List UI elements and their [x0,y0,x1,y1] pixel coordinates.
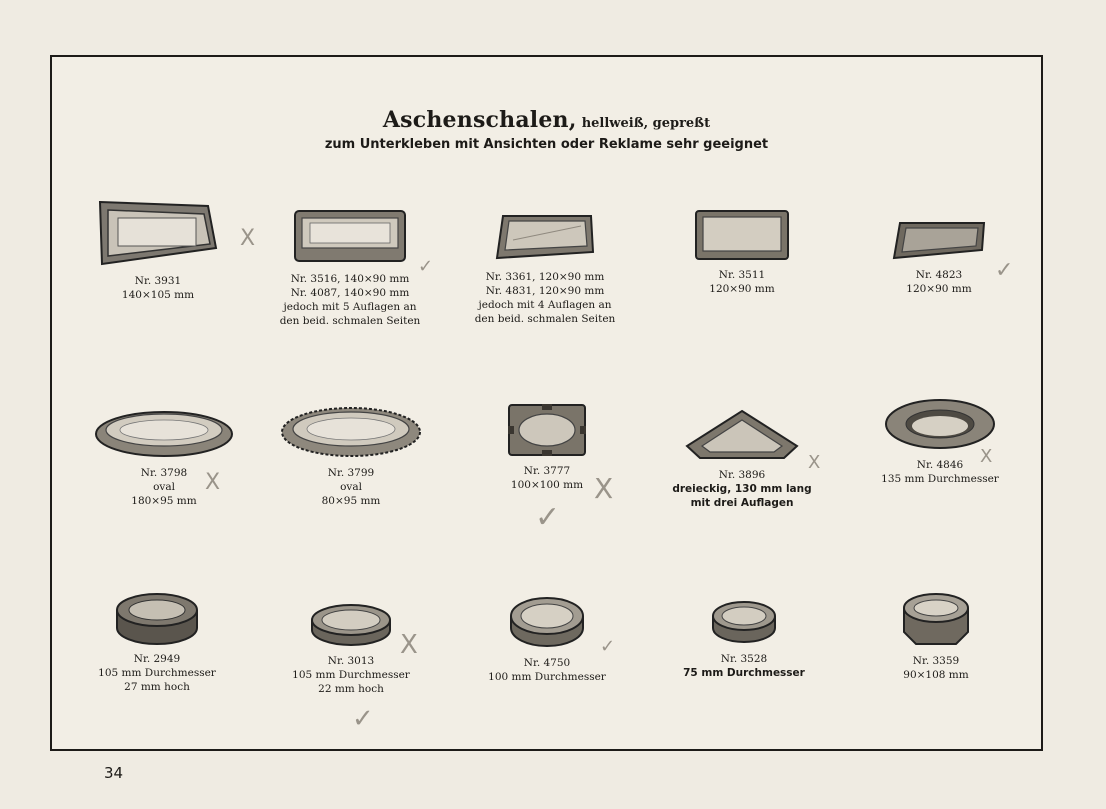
pencil-check-mark: ✓ [535,500,561,535]
square-ashtray-icon [506,402,588,458]
pencil-check-mark: ✓ [418,256,434,277]
item-number: Nr. 3528 [720,653,768,665]
item-detail: dreieckig, 130 mm lang [672,483,812,495]
pencil-cross-mark: X [240,226,256,251]
pencil-cross-mark: X [808,452,821,473]
product-item [64,404,264,508]
item-number: Nr. 3896 [718,469,766,481]
item-number: Nr. 2949 [133,653,181,665]
item-detail: Nr. 4087, 140×90 mm [290,287,410,299]
item-number: Nr. 3511 [718,269,766,281]
product-item [445,212,645,326]
item-detail: oval [153,481,175,493]
item-detail: 100 mm Durchmesser [488,671,606,683]
product-item [58,198,258,302]
item-detail: jedoch mit 5 Auflagen an [283,301,417,313]
item-detail: 100×100 mm [510,479,584,491]
item-detail: jedoch mit 4 Auflagen an [478,299,612,311]
item-number: Nr. 4846 [916,459,964,471]
page-title: Aschenschalen, [382,107,577,133]
product-item [251,402,451,508]
oval-tray-icon [279,402,423,460]
round-bowl-icon [308,600,394,648]
round-bowl-icon [113,588,201,646]
item-detail: 27 mm hoch [124,681,190,693]
round-bowl-icon [507,592,587,650]
item-number: Nr. 3798 [140,467,188,479]
item-detail: 140×105 mm [121,289,195,301]
item-detail: 120×90 mm [709,283,775,295]
item-detail: 80×95 mm [321,495,381,507]
item-detail: 105 mm Durchmesser [292,669,410,681]
round-ashtray-icon [883,396,997,452]
octagon-ashtray-icon [900,590,972,648]
item-number: Nr. 3799 [327,467,375,479]
item-detail: Nr. 4831, 120×90 mm [485,285,605,297]
item-detail: mit drei Auflagen [690,497,794,509]
product-item [57,588,257,694]
item-detail: oval [340,481,362,493]
product-item [447,592,647,684]
rect-tray-icon [292,208,408,266]
item-number: Nr. 3361, 120×90 mm [485,271,605,283]
pencil-check-mark: ✓ [352,704,374,734]
product-item [447,402,647,492]
product-item [644,596,844,680]
title-block [52,107,1041,152]
item-number: Nr. 3013 [327,655,375,667]
item-number: Nr. 3359 [912,655,960,667]
item-detail: 135 mm Durchmesser [881,473,999,485]
item-detail: 120×90 mm [906,283,972,295]
product-item [251,600,451,696]
item-detail: 75 mm Durchmesser [683,667,805,679]
item-detail: den beid. schmalen Seiten [279,315,421,327]
product-item [840,396,1040,486]
title-suffix: hellweiß, gepreßt [581,116,711,131]
page-number: 34 [104,764,124,782]
item-number: Nr. 4823 [915,269,963,281]
item-detail: 90×108 mm [903,669,969,681]
item-number: Nr. 4750 [523,657,571,669]
pencil-check-mark: ✓ [995,258,1014,283]
pencil-cross-mark: X [594,472,614,505]
item-number: Nr. 3777 [523,465,571,477]
rect-tray-icon [693,208,791,262]
triangle-ashtray-icon [684,408,800,462]
item-number: Nr. 3516, 140×90 mm [290,273,410,285]
item-detail: 22 mm hoch [318,683,384,695]
rect-tray-icon [890,220,988,262]
pencil-cross-mark: X [980,446,993,467]
product-item [836,590,1036,682]
item-number: Nr. 3931 [134,275,182,287]
rect-tray-icon [493,212,597,264]
item-detail: den beid. schmalen Seiten [474,313,616,325]
pencil-cross-mark: X [205,470,221,495]
item-detail: 105 mm Durchmesser [98,667,216,679]
page-subtitle: zum Unterkleben mit Ansichten oder Reklame sehr geeignet [324,137,769,152]
pencil-check-mark: ✓ [600,636,616,657]
round-bowl-icon [710,596,778,646]
product-item [642,208,842,296]
item-detail: 180×95 mm [131,495,197,507]
oval-tray-icon [93,404,235,460]
pencil-cross-mark: X [400,630,418,660]
rect-tray-icon [96,198,220,268]
